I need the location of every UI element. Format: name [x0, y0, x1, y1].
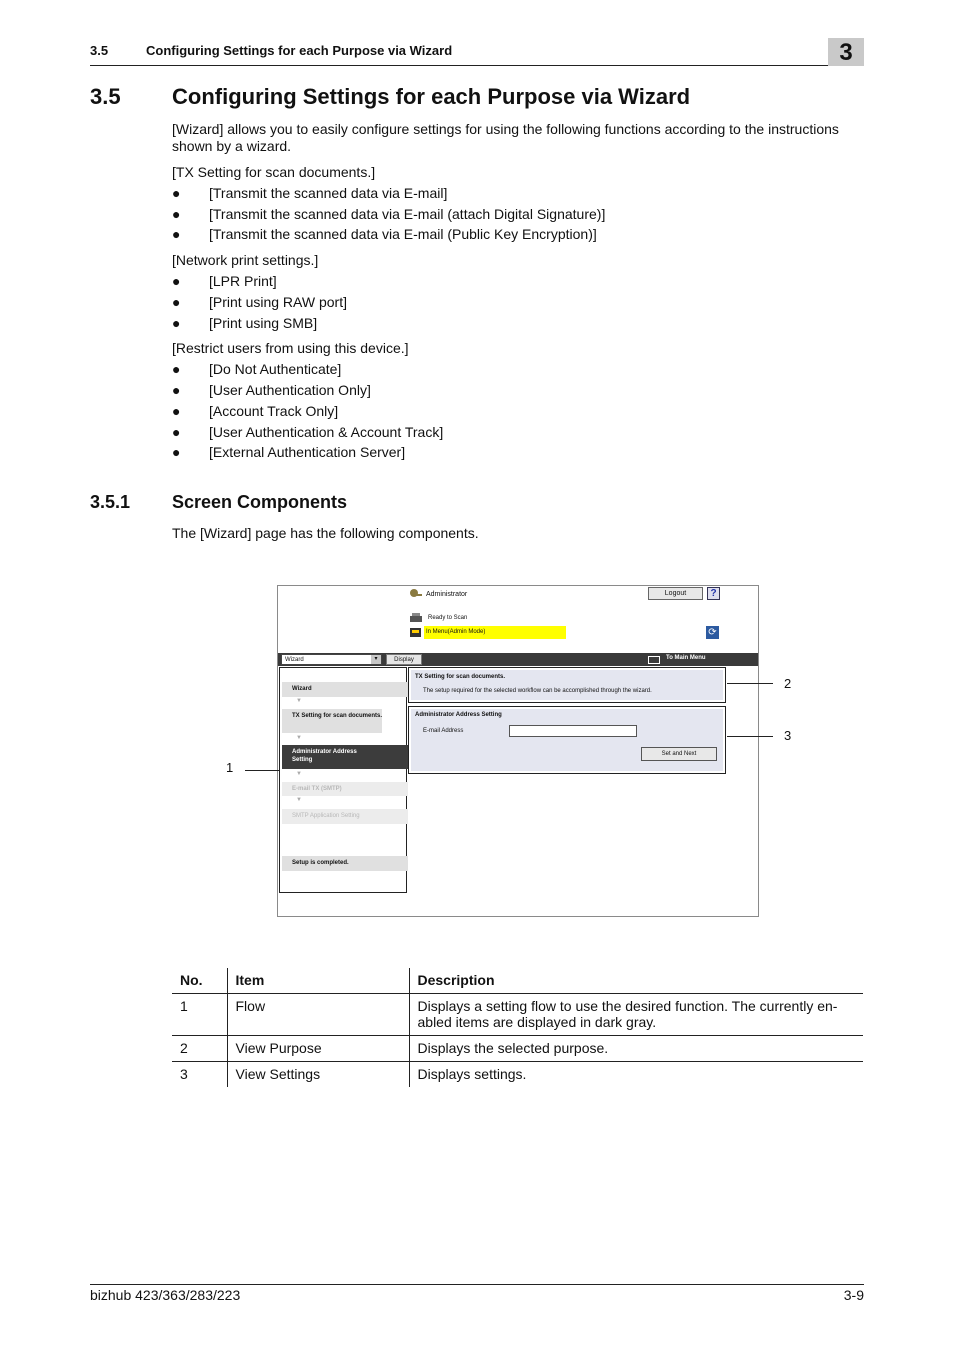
components-table	[172, 968, 863, 1087]
display-button[interactable]: Display	[386, 654, 422, 665]
section-number: 3.5	[90, 84, 121, 109]
refresh-icon[interactable]: ⟳	[706, 626, 719, 639]
subsection-text: The [Wizard] page has the following components.	[172, 525, 479, 541]
bullet-icon: ●	[172, 403, 181, 419]
purpose-panel	[408, 667, 726, 703]
callout-line-2	[727, 683, 773, 684]
group-heading-tx: [TX Setting for scan documents.]	[172, 164, 376, 180]
footer-rule	[90, 1284, 864, 1285]
main-menu-icon	[648, 656, 660, 664]
bullet-icon: ●	[172, 273, 181, 289]
user-name: Administrator	[426, 591, 468, 598]
table-header-row	[172, 968, 863, 994]
bullet-icon: ●	[172, 315, 181, 331]
help-icon[interactable]: ?	[707, 587, 720, 600]
wizard-screenshot	[277, 585, 759, 917]
footer-page-number: 3-9	[843, 1287, 864, 1303]
bullet-icon: ●	[172, 226, 181, 242]
flow-step-smtp: E-mail TX (SMTP)	[282, 782, 408, 796]
purpose-title: TX Setting for scan documents.	[415, 674, 506, 680]
flow-arrow-icon: ▼	[296, 797, 302, 803]
flow-step-tx: TX Setting for scan documents.	[282, 709, 382, 733]
flow-step-wizard: Wizard	[282, 682, 408, 697]
bullet-icon: ●	[172, 294, 181, 310]
column-header-item: Item	[227, 968, 409, 994]
bullet-icon: ●	[172, 206, 181, 222]
running-header	[90, 38, 864, 66]
header-section-number: 3.5	[90, 43, 109, 58]
group-heading-network: [Network print settings.]	[172, 252, 319, 268]
scanner-icon	[409, 612, 423, 624]
flow-step-smtp-app: SMTP Application Setting	[282, 809, 408, 824]
flow-step-admin-address: Administrator Address Setting	[282, 745, 408, 769]
chapter-tab: 3	[828, 38, 864, 66]
header-section-title: Configuring Settings for each Purpose via Wizard	[146, 43, 453, 58]
menu-select[interactable]: Wizard ▾	[281, 654, 382, 665]
flow-arrow-icon: ▼	[296, 771, 302, 777]
footer-model: bizhub 423/363/283/223	[90, 1287, 241, 1303]
callout-line-1	[245, 770, 279, 771]
logout-button[interactable]: Logout	[648, 587, 703, 600]
mode-indicator: In Menu(Admin Mode)	[424, 626, 566, 639]
callout-1: 1	[226, 760, 234, 775]
table-row: 1 Flow Displays a setting flow to use the desired function. The currently en-abled items are displayed in dark gray.	[172, 994, 863, 1036]
main-menu-link[interactable]: To Main Menu	[666, 655, 706, 661]
flow-arrow-icon: ▼	[296, 698, 302, 704]
callout-2: 2	[784, 676, 792, 691]
bullet-icon: ●	[172, 361, 181, 377]
callout-3: 3	[784, 728, 792, 743]
bullet-icon: ●	[172, 424, 181, 440]
callout-line-3	[727, 736, 773, 737]
device-status: Ready to Scan	[428, 615, 468, 621]
chevron-down-icon: ▾	[371, 655, 381, 664]
admin-key-icon	[409, 588, 423, 600]
column-header-no: No.	[172, 968, 227, 994]
subsection-title: Screen Components	[172, 492, 348, 512]
flow-arrow-icon: ▼	[296, 735, 302, 741]
section-title: Configuring Settings for each Purpose via Wizard	[172, 84, 691, 109]
group-heading-restrict: [Restrict users from using this device.]	[172, 340, 409, 356]
column-header-description: Description	[409, 968, 863, 994]
subsection-number: 3.5.1	[90, 492, 131, 512]
purpose-description: The setup required for the selected workflow can be accomplished through the wizard.	[423, 688, 652, 694]
flow-panel	[279, 667, 407, 893]
bullet-icon: ●	[172, 444, 181, 460]
bullet-icon: ●	[172, 382, 181, 398]
table-row: 2 View Purpose Displays the selected purpose.	[172, 1036, 863, 1062]
bullet-icon: ●	[172, 185, 181, 201]
email-field[interactable]	[509, 725, 637, 737]
set-and-next-button[interactable]: Set and Next	[641, 747, 717, 761]
email-label: E-mail Address	[423, 728, 464, 734]
flow-step-complete: Setup is completed.	[282, 856, 408, 871]
intro-paragraph: [Wizard] allows you to easily configure settings for using the following functions according to the instructions shown by a wizard.	[172, 121, 839, 154]
settings-panel	[408, 706, 726, 774]
machine-icon	[409, 626, 423, 638]
table-row: 3 View Settings Displays settings.	[172, 1062, 863, 1088]
settings-title: Administrator Address Setting	[415, 712, 502, 718]
